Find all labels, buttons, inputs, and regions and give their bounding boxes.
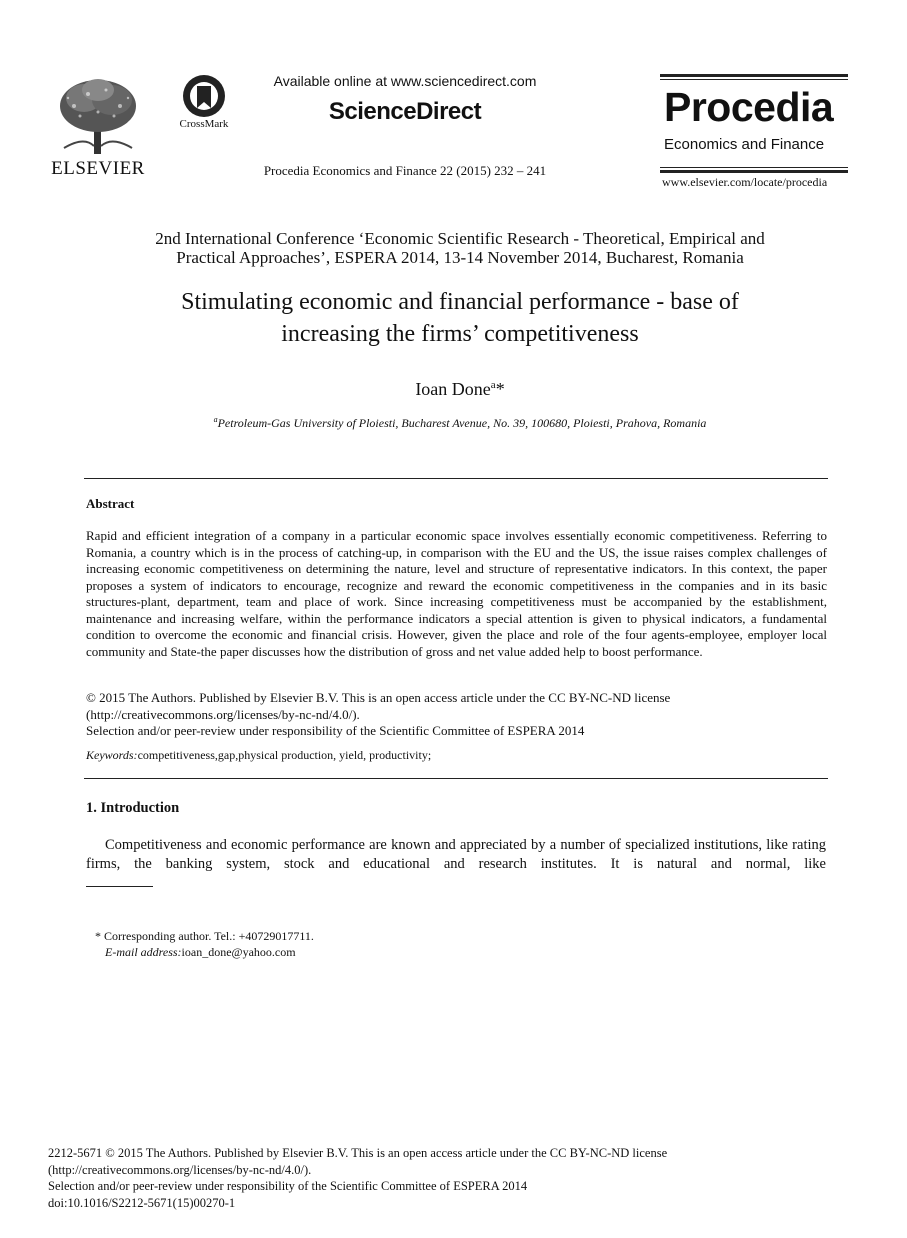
divider-top (84, 478, 828, 479)
bottom-license-block (48, 1145, 868, 1211)
author-affiliation-mark: a (490, 379, 496, 391)
keywords-list: competitiveness,gap,physical production, yield, productivity; (137, 748, 432, 762)
procedia-wordmark: Procedia (664, 84, 834, 130)
elsevier-logo (50, 74, 146, 178)
conference-line-1: 2nd International Conference ‘Economic Scientific Research - Theoretical, Empirical and (155, 229, 765, 248)
footnote-rule (86, 886, 153, 887)
doi-line[interactable]: doi:10.1016/S2212-5671(15)00270-1 (48, 1195, 236, 1210)
introduction-heading: 1. Introduction (86, 800, 180, 816)
bottom-license-link[interactable]: (http://creativecommons.org/licenses/by-nc-nd/4.0/). (48, 1162, 312, 1177)
license-link[interactable]: (http://creativecommons.org/licenses/by-nc-nd/4.0/). (86, 706, 360, 722)
bottom-peer-review-line: Selection and/or peer-review under responsibility of the Scientific Committee of ESPERA 2014 (48, 1179, 528, 1193)
bottom-issn-line: 2212-5671 © 2015 The Authors. Published by Elsevier B.V. This is an open access article under the CC BY-NC-ND license (48, 1146, 668, 1160)
corresponding-author-note: * Corresponding author. Tel.: +40729017711. (95, 929, 314, 943)
article-title-line-2: increasing the firms’ competitiveness (281, 321, 639, 347)
conference-line-2: Practical Approaches’, ESPERA 2014, 13-14 November 2014, Bucharest, Romania (176, 248, 744, 267)
copyright-block (86, 690, 827, 740)
available-online-text: Available online at www.sciencedirect.com (273, 73, 537, 89)
elsevier-wordmark: ELSEVIER (51, 158, 145, 179)
procedia-bottom-rule (660, 170, 848, 173)
copyright-line: © 2015 The Authors. Published by Elsevier B.V. This is an open access article under the CC BY-NC-ND license (86, 690, 671, 705)
procedia-bottom-rule-thin (660, 167, 848, 168)
email-note (105, 945, 296, 960)
abstract-heading: Abstract (86, 496, 135, 511)
article-title (80, 286, 840, 350)
conference-info (80, 229, 840, 267)
crossmark-icon (182, 74, 226, 118)
introduction-body: Competitiveness and economic performance are known and appreciated by a number of specialized institutions, like rating firms, the banking system, stock and educational and research institutes. It is natural and normal, like (86, 837, 826, 872)
peer-review-line: Selection and/or peer-review under responsibility of the Scientific Committee of ESPERA 2014 (86, 723, 585, 738)
corresponding-star: * (495, 379, 505, 399)
procedia-subtitle: Economics and Finance (664, 136, 825, 153)
author-line (80, 379, 840, 400)
elsevier-tree-icon (54, 76, 142, 156)
keywords (86, 748, 827, 763)
procedia-logo (660, 74, 850, 194)
abstract-body: Rapid and efficient integration of a company in a particular economic space involves essentially economic competitiveness. Referring to Romania, a country which is in the process of catching-up, in comparison with the EU and the US, the issue raises complex challenges of increasing economic competitiveness on determining the nature, level and structure of representative indicators. In this context, the paper proposes a system of indicators to encourage, recognize and reward the economic competitiveness in the companies and in its basic structures-plant, department, team and place of work. Since increasing competitiveness must be accompanied by the establishment, maintenance and increasing welfare, within the performance indicators a special attention is given to physical indicators, a fundamental condition to overcome the economic and financial crisis. However, given the place and role of the four agents-employee, employer local community and State-the paper discusses how the distribution of gross and net value added help to boost performance. (86, 528, 827, 659)
crossmark-label: CrossMark (179, 118, 229, 130)
journal-reference: Procedia Economics and Finance 22 (2015) 232 – 241 (263, 163, 547, 178)
sciencedirect-brand: ScienceDirect (328, 98, 482, 125)
email-address[interactable]: ioan_done@yahoo.com (181, 945, 296, 959)
affiliation-mark: a (213, 415, 218, 424)
procedia-top-rule (660, 74, 848, 77)
divider-bottom (84, 778, 828, 779)
author-name: Ioan Done (415, 379, 491, 399)
affiliation-text: Petroleum-Gas University of Ploiesti, Bucharest Avenue, No. 39, 100680, Ploiesti, Prahova, Romania (217, 416, 707, 430)
email-label: E-mail address: (105, 945, 182, 959)
procedia-url-link[interactable]: www.elsevier.com/locate/procedia (662, 175, 828, 189)
article-title-line-1: Stimulating economic and financial performance - base of (181, 289, 739, 315)
procedia-top-rule-thin (660, 79, 848, 80)
keywords-label: Keywords: (86, 748, 138, 762)
affiliation (80, 415, 840, 431)
crossmark-badge[interactable] (172, 74, 236, 134)
